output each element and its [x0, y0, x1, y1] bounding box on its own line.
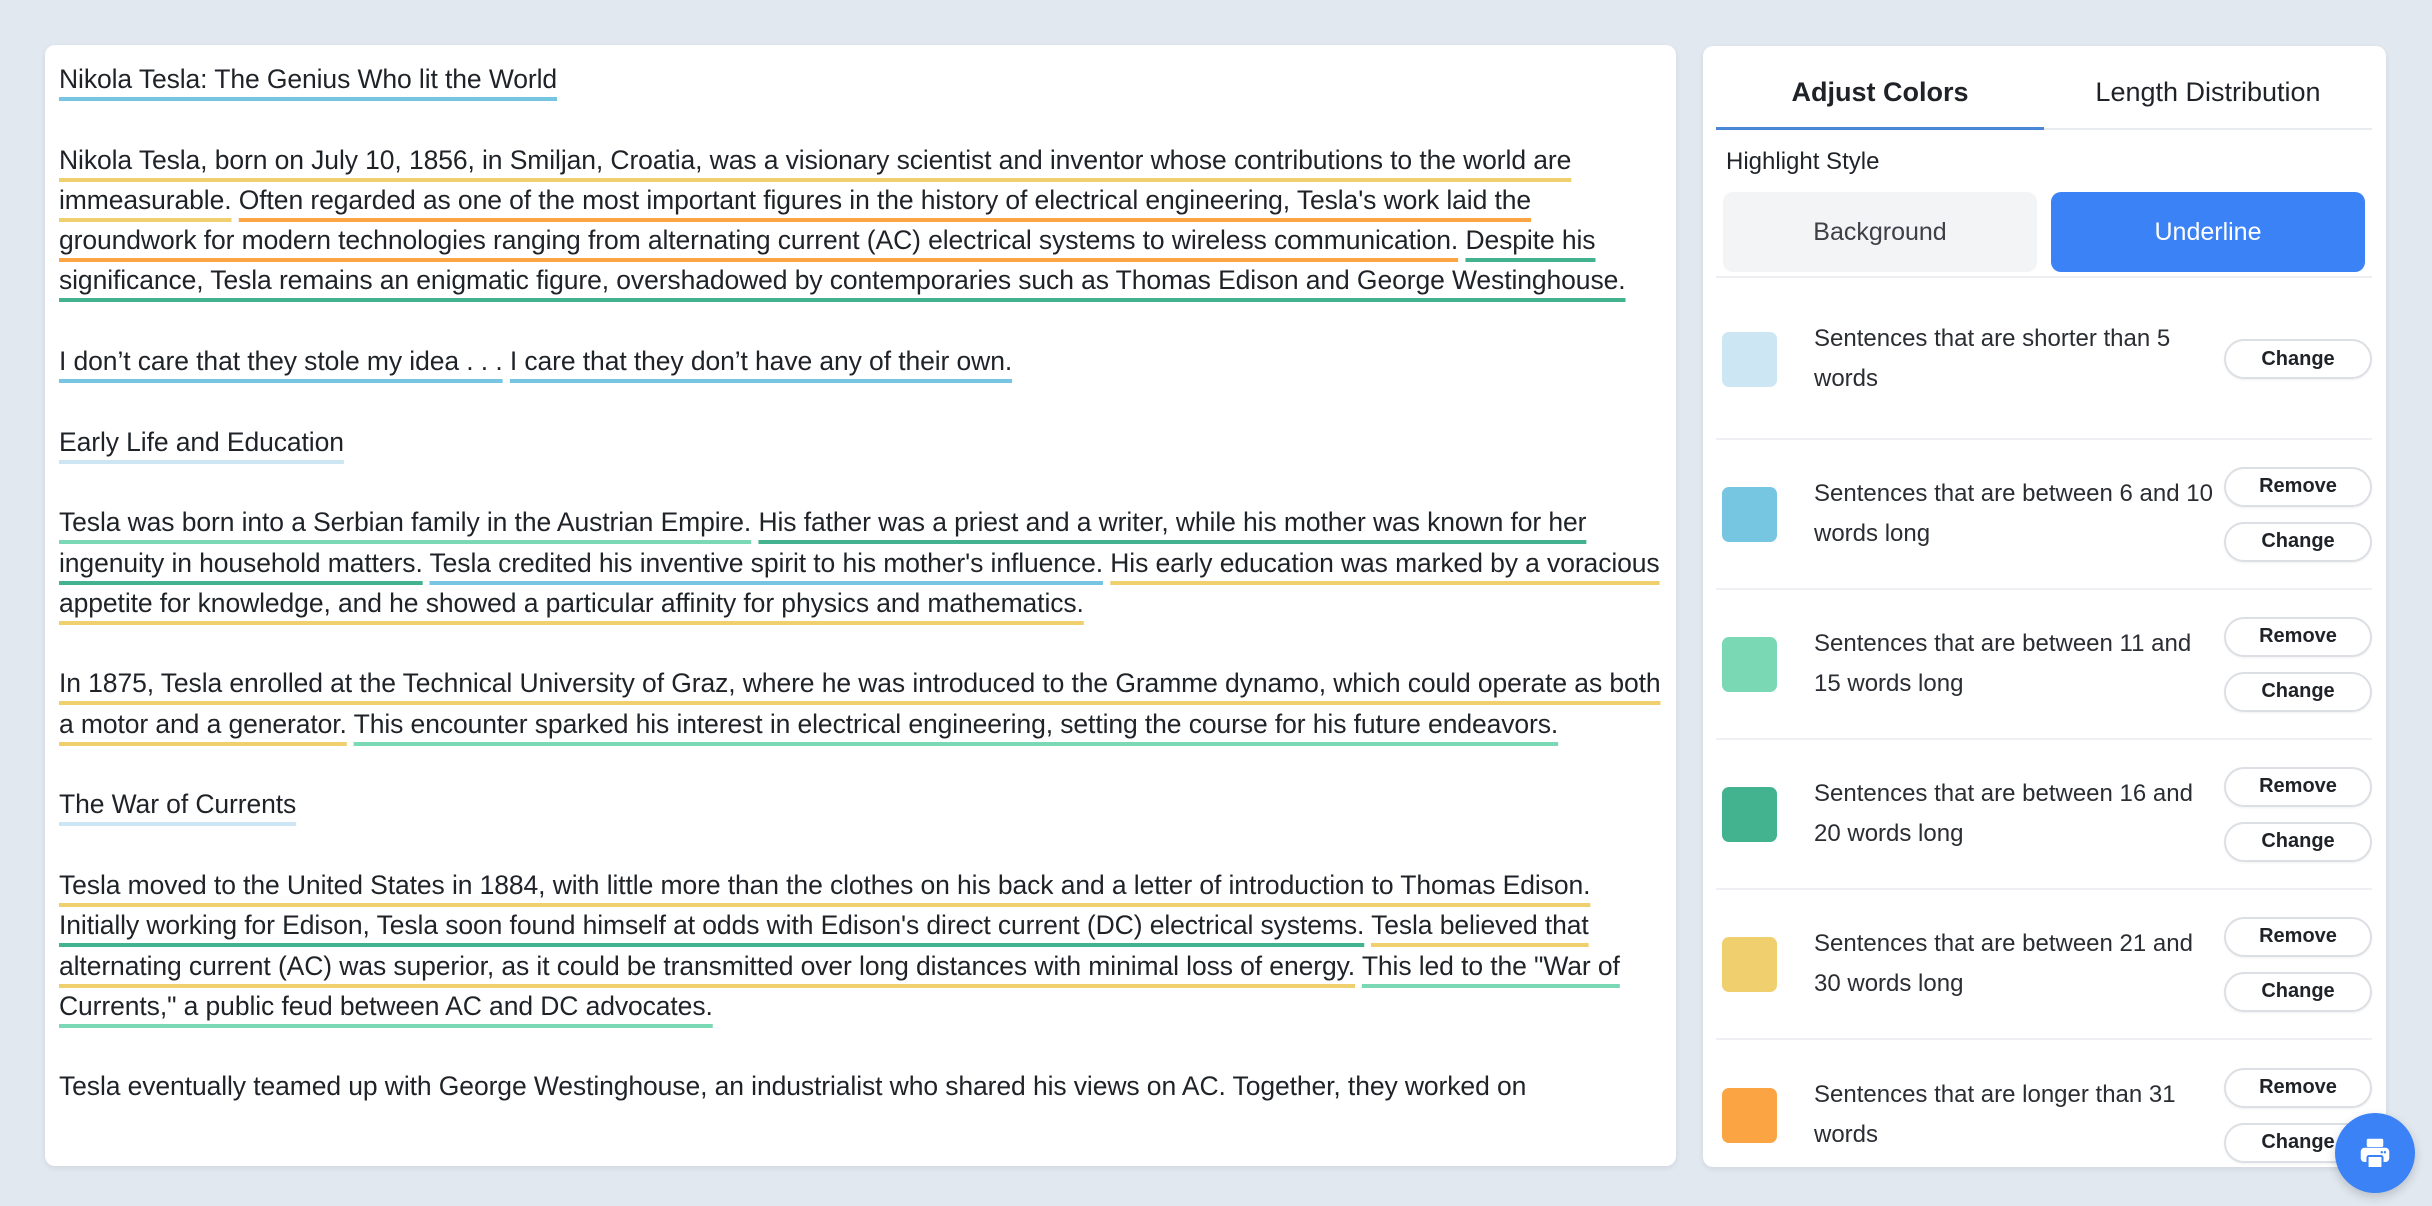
document-content	[59, 59, 1664, 1107]
sentence: Nikola Tesla, born on July 10, 1856, in Smiljan, Croatia, was a visionary scientist and inventor whose contributions to the world are immeasurable.	[59, 144, 1572, 215]
color-rule-row	[1716, 740, 2372, 890]
printer-icon	[2357, 1135, 2393, 1171]
sentence: His early education was marked by a voracious appetite for knowledge, and he showed a particular affinity for physics and mathematics.	[59, 547, 1660, 618]
sentence: I don’t care that they stole my idea . . .	[59, 346, 503, 377]
remove-rule-button[interactable]: Remove	[2224, 917, 2372, 957]
paragraph	[59, 865, 1664, 1026]
change-color-button[interactable]: Change	[2224, 972, 2372, 1012]
sentence: This led to the "War of Currents," a public feud between AC and DC advocates.	[59, 950, 1620, 1021]
section-heading	[59, 784, 1664, 824]
color-rule-label: Sentences that are longer than 31 words	[1814, 1081, 2176, 1148]
color-swatch[interactable]	[1722, 637, 1777, 692]
change-color-button[interactable]: Change	[2224, 672, 2372, 712]
settings-sidebar	[1703, 46, 2386, 1167]
background-style-button[interactable]: Background	[1723, 192, 2037, 272]
remove-rule-button[interactable]: Remove	[2224, 467, 2372, 507]
sentence: This encounter sparked his interest in electrical engineering, setting the course for his future endeavors.	[353, 708, 1559, 739]
color-swatch[interactable]	[1722, 332, 1777, 387]
sentence: I care that they don’t have any of their own.	[509, 346, 1013, 377]
sentence: The War of Currents	[59, 789, 297, 820]
color-rule-label: Sentences that are between 11 and 15 words long	[1814, 630, 2192, 697]
sentence: His father was a priest and a writer, while his mother was known for her ingenuity in household matters.	[59, 507, 1587, 578]
paragraph	[59, 1066, 1664, 1106]
sentence: Despite his significance, Tesla remains an enigmatic figure, overshadowed by contemporaries such as Thomas Edison and George Westinghouse.	[59, 225, 1626, 296]
sentence: Tesla credited his inventive spirit to his mother's influence.	[429, 547, 1103, 578]
color-rule-row	[1716, 1040, 2372, 1167]
section-heading	[59, 422, 1664, 462]
tab-adjust-colors[interactable]: Adjust Colors	[1716, 46, 2044, 128]
sentence: Tesla moved to the United States in 1884, with little more than the clothes on his back and a letter of introduction to Thomas Edison.	[59, 869, 1591, 900]
remove-rule-button[interactable]: Remove	[2224, 1068, 2372, 1108]
change-color-button[interactable]: Change	[2224, 1123, 2372, 1163]
change-color-button[interactable]: Change	[2224, 822, 2372, 862]
color-rule-label: Sentences that are between 6 and 10 words long	[1814, 480, 2213, 547]
section-heading	[59, 59, 1664, 99]
color-rule-label: Sentences that are shorter than 5 words	[1814, 325, 2171, 392]
sentence: In 1875, Tesla enrolled at the Technical University of Graz, where he was introduced to the Gramme dynamo, which could operate as both a motor and a generator.	[59, 668, 1661, 739]
paragraph	[59, 341, 1664, 381]
underline-style-button[interactable]: Underline	[2051, 192, 2365, 272]
highlight-style-toggle	[1716, 192, 2372, 272]
change-color-button[interactable]: Change	[2224, 339, 2372, 379]
sentence: Early Life and Education	[59, 426, 344, 457]
color-rule-row	[1716, 890, 2372, 1040]
sentence: Tesla eventually teamed up with George Westinghouse, an industrialist who shared his views on AC. Together, they worked on	[59, 1071, 1527, 1102]
paragraph	[59, 663, 1664, 744]
color-swatch[interactable]	[1722, 487, 1777, 542]
change-color-button[interactable]: Change	[2224, 522, 2372, 562]
color-rule-row	[1716, 590, 2372, 740]
print-button[interactable]	[2335, 1113, 2415, 1193]
sentence: Nikola Tesla: The Genius Who lit the World	[59, 64, 558, 94]
color-swatch[interactable]	[1722, 787, 1777, 842]
divider	[1716, 276, 2372, 278]
tab-length-distribution[interactable]: Length Distribution	[2095, 76, 2321, 107]
color-rule-row	[1716, 440, 2372, 590]
sentence: Often regarded as one of the most important figures in the history of electrical engineering, Tesla's work laid the groundwork for modern technologies ranging from alternating current (AC) electrical systems to wireless communication.	[59, 184, 1532, 256]
color-swatch[interactable]	[1722, 937, 1777, 992]
color-swatch[interactable]	[1722, 1088, 1777, 1143]
document-panel	[45, 45, 1676, 1166]
sidebar-tabs	[1716, 46, 2372, 130]
highlight-style-label: Highlight Style	[1726, 148, 1880, 175]
remove-rule-button[interactable]: Remove	[2224, 767, 2372, 807]
sentence: Tesla believed that alternating current (AC) was superior, as it could be transmitted over long distances with minimal loss of energy.	[59, 910, 1589, 981]
paragraph	[59, 140, 1664, 301]
sentence: Tesla was born into a Serbian family in the Austrian Empire.	[59, 507, 752, 538]
color-rule-label: Sentences that are between 21 and 30 words long	[1814, 930, 2193, 997]
paragraph	[59, 502, 1664, 623]
color-rule-label: Sentences that are between 16 and 20 words long	[1814, 780, 2193, 847]
color-rules-list	[1716, 280, 2372, 1167]
remove-rule-button[interactable]: Remove	[2224, 617, 2372, 657]
sentence: Initially working for Edison, Tesla soon found himself at odds with Edison's direct current (DC) electrical systems.	[59, 910, 1365, 941]
color-rule-row	[1716, 280, 2372, 440]
